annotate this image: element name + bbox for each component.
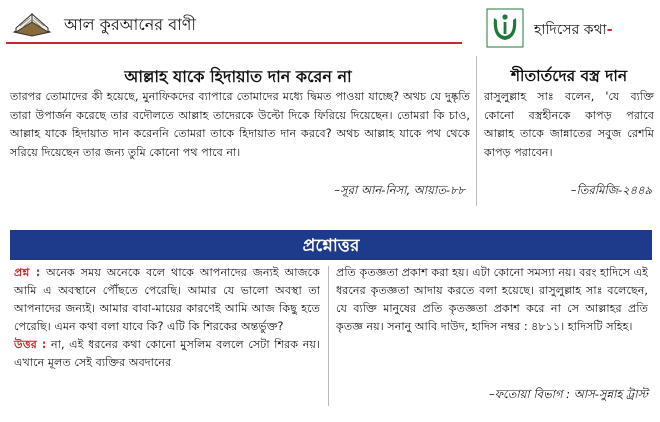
quran-book-icon: [10, 8, 54, 38]
hadith-title-dash: -: [606, 22, 613, 38]
qa-left-column: [14, 264, 320, 372]
hadith-logo-icon: [486, 8, 524, 48]
answer-text: না, এই ধরনের কথা কোনো মুসলিম বললে সেটা শিরক নয়। এখানে মূলত সেই ব্যক্তির অবদানের: [14, 338, 320, 369]
column-divider: [476, 56, 477, 206]
quran-heading: আল্লাহ যাকে হিদায়াত দান করেন না: [124, 67, 352, 86]
hadith-section-title-text: হাদিসের কথা: [534, 22, 607, 38]
answer-label: উত্তর :: [14, 338, 47, 351]
quran-text: তারপর তোমাদের কী হয়েছে, মুনাফিকদের ব্যাপারে তোমাদের মধ্যে দ্বিমত পাওয়া যাচ্ছে? অথচ যে দুষ্কৃতি তারা উপার্জন করেছে তার বদৌলতে আল্লাহ তাদেরকে উল্টো দিকে ফিরিয়ে দিয়েছেন। তোমরা কি চাও, আল্লাহ যাকে হিদায়াত দান করেননি তোমরা তাকে হিদায়াত দান করবে? অথচ আল্লাহ যাকে পথ থেকে সরিয়ে দিয়েছেন তার জন্য তুমি কোনো পথ পাবে না।: [10, 90, 470, 159]
qa-title: প্রশ্নোত্তর: [302, 236, 360, 256]
question-label: প্রশ্ন :: [14, 266, 41, 279]
quran-section-header: [6, 4, 464, 46]
quran-header-rule: [6, 42, 462, 44]
answer-continued-text: প্রতি কৃতজ্ঞতা প্রকাশ করা হয়। এটা কোনো সমস্যা নয়। বরং হাদিসে এই ধরনের কৃতজ্ঞতা আদায় করতে বলা হয়েছে। রাসুলুল্লাহ সাঃ বলেছেন, যে ব্যক্তি মানুষের প্রতি কৃতজ্ঞতা প্রকাশ করে না সে আল্লাহর প্রতি কৃতজ্ঞ নয়। সনানু আবি দাউদ, হাদিস নম্বর : ৪৮১১। হাদিসটি সহিহ।: [336, 266, 648, 333]
hadith-text: রাসুলুল্লাহ সাঃ বলেন, 'যে ব্যক্তি কোনো বস্ত্রহীনকে কাপড় পরাবে আল্লাহ তাকে জান্নাতের সবুজ রেশমি কাপড় পরাবেন।: [484, 90, 654, 159]
qa-banner: [10, 230, 652, 260]
qa-source: –ফতোয়া বিভাগ : আস-সুন্নাহ ট্রাস্ট: [488, 387, 648, 401]
qa-right-column: [336, 264, 648, 336]
question-text: অনেক সময় অনেকে বলে থাকে আপনাদের জন্যই আজকে আমি এ অবস্থানে পৌঁছতে পেরেছি। আমার যে ভালো অবস্থা তা আপনাদের জন্যই। আমার বাবা-মায়ের কারণেই আমি আজ কিছু হতে পেরেছি। এমন কথা বলা যাবে কি? এটি কি শিরকের অন্তর্ভুক্ত?: [14, 266, 321, 333]
qa-column-divider: [328, 266, 329, 406]
hadith-section-title: [534, 18, 613, 42]
hadith-heading: শীতার্তদের বস্ত্র দান: [510, 67, 628, 85]
quran-section-title: আল কুরআনের বাণী: [64, 15, 196, 34]
hadith-reference: –তিরমিজি-২৪৪৯: [570, 183, 652, 197]
quran-reference: –সূরা আন-নিসা, আয়াত-৮৮: [334, 183, 465, 197]
